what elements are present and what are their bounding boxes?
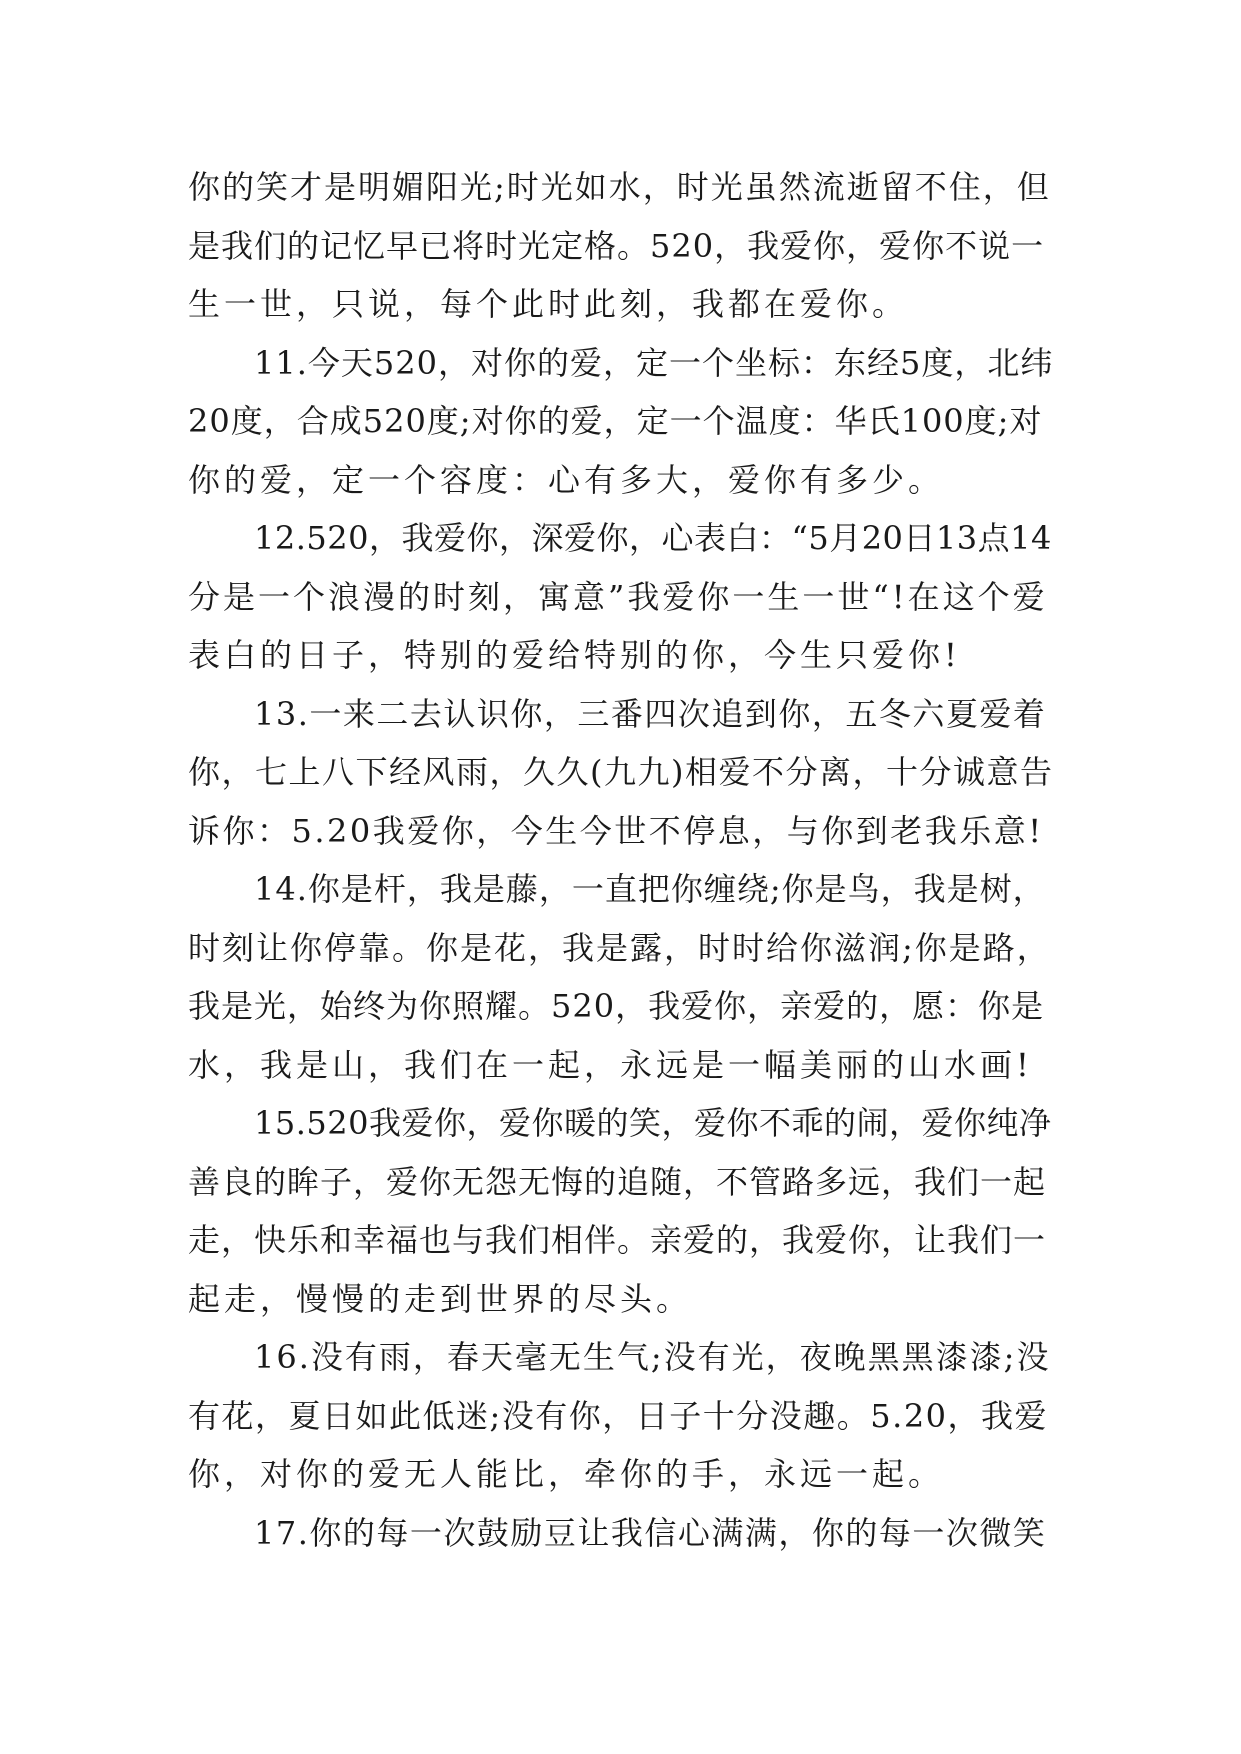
text-line: 是我们的记忆早已将时光定格。520，我爱你，爱你不说一	[188, 226, 1045, 265]
text-line: 起走，慢慢的走到世界的尽头。	[188, 1279, 693, 1318]
text-line: 你，对你的爱无人能比，牵你的手，永远一起。	[188, 1455, 945, 1493]
text-line: 时刻让你停靠。你是花，我是露，时时给你滋润;你是路，	[188, 928, 1051, 967]
text-line: 水，我是山，我们在一起，永远是一幅美丽的山水画!	[188, 1045, 1033, 1084]
text-line: 表白的日子，特别的爱给特别的你，今生只爱你!	[188, 636, 961, 674]
paragraph-15-line: 15.520我爱你，爱你暖的笑，爱你不乖的闹，爱你纯净	[254, 1104, 1052, 1142]
text-line: 你的爱，定一个容度：心有多大，爱你有多少。	[188, 460, 945, 499]
paragraph-13-line: 13.一来二去认识你，三番四次追到你，五冬六夏爱着	[254, 694, 1047, 733]
paragraph-16-line: 16.没有雨，春天毫无生气;没有光，夜晚黑黑漆漆;没	[254, 1338, 1051, 1376]
text-line: 走，快乐和幸福也与我们相伴。亲爱的，我爱你，让我们一	[188, 1221, 1047, 1259]
text-line: 善良的眸子，爱你无怨无悔的追随，不管路多远，我们一起	[188, 1162, 1047, 1201]
text-line: 我是光，始终为你照耀。520，我爱你，亲爱的，愿：你是	[188, 987, 1045, 1025]
text-line: 你，七上八下经风雨，久久(九九)相爱不分离，十分诚意告	[188, 753, 1054, 791]
text-line: 20度，合成520度;对你的爱，定一个温度：华氏100度;对	[188, 402, 1043, 440]
text-line: 生一世，只说，每个此时此刻，我都在爱你。	[188, 285, 909, 323]
text-line: 有花，夏日如此低迷;没有你，日子十分没趣。5.20，我爱	[188, 1396, 1049, 1435]
paragraph-14-line: 14.你是杆，我是藤，一直把你缠绕;你是鸟，我是树，	[254, 870, 1046, 908]
paragraph-11-line: 11.今天520，对你的爱，定一个坐标：东经5度，北纬	[254, 343, 1054, 382]
text-line: 诉你：5.20我爱你，今生今世不停息，与你到老我乐意!	[188, 811, 1044, 850]
document-body	[188, 158, 1054, 1562]
paragraph-17-line: 17.你的每一次鼓励豆让我信心满满，你的每一次微笑	[254, 1513, 1047, 1552]
text-line: 分是一个浪漫的时刻，寓意”我爱你一生一世“!在这个爱	[188, 577, 1048, 616]
text-line: 你的笑才是明媚阳光;时光如水，时光虽然流逝留不住，但	[188, 168, 1051, 206]
paragraph-12-line: 12.520，我爱你，深爱你，心表白：“5月20日13点14	[254, 519, 1052, 557]
